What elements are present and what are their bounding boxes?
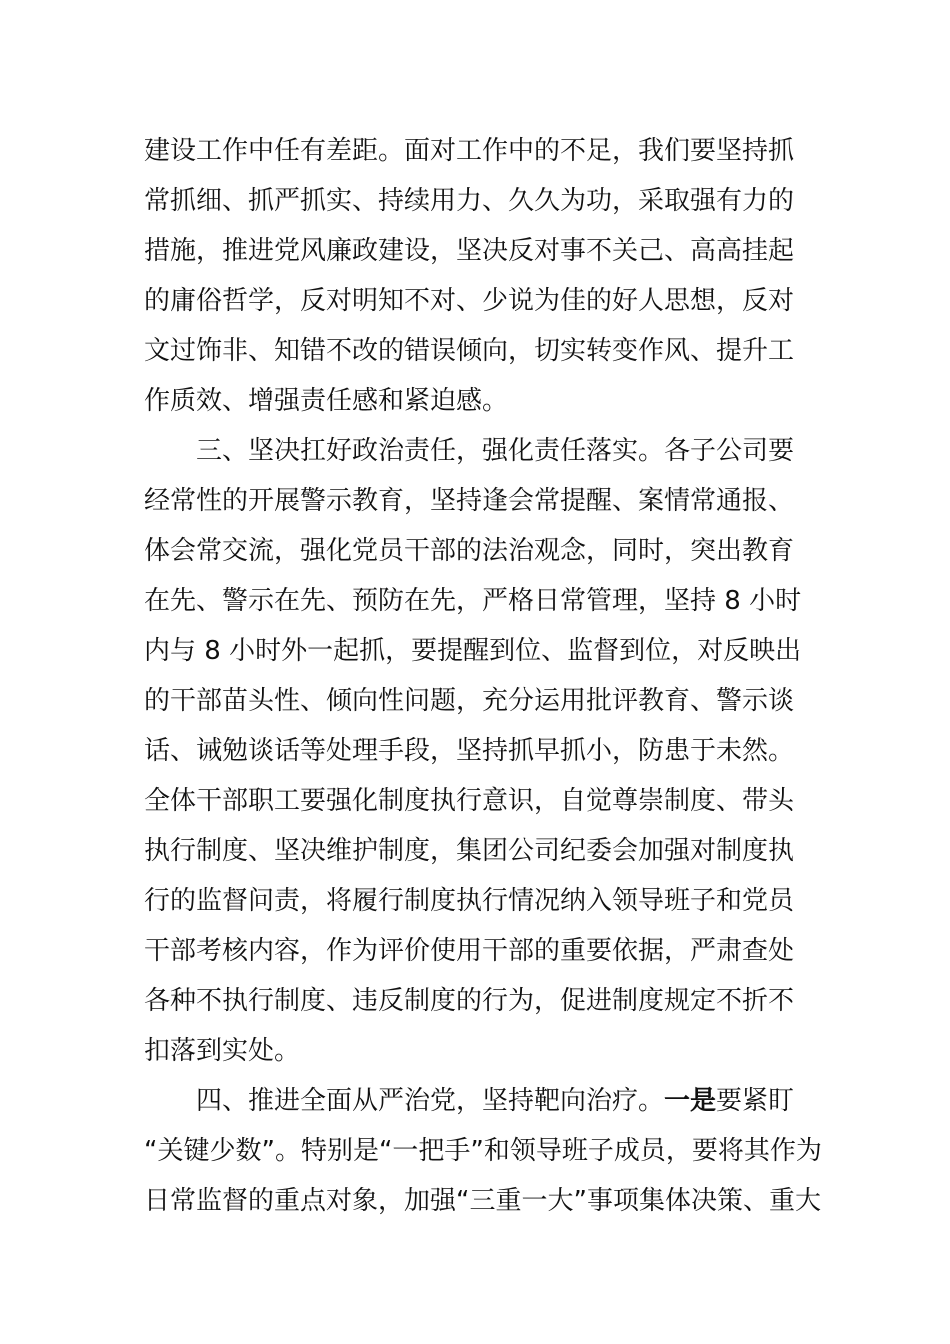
text-line: 体会常交流，强化党员干部的法治观念，同时，突出教育 [144, 536, 795, 566]
text-line: 作质效、增强责任感和紧迫感。 [144, 386, 509, 416]
text-line: 建设工作中任有差距。面对工作中的不足，我们要坚持抓 [144, 136, 795, 166]
text-line: 经常性的开展警示教育，坚持逢会常提醒、案情常通报、 [144, 486, 795, 516]
text-line: 措施，推进党风廉政建设，坚决反对事不关己、高高挂起 [144, 236, 795, 266]
text-line: 日常监督的重点对象，加强“三重一大”事项集体决策、重大 [144, 1186, 821, 1216]
text-line: 行的监督问责，将履行制度执行情况纳入领导班子和党员 [144, 886, 795, 916]
text-line: 执行制度、坚决维护制度，集团公司纪委会加强对制度执 [144, 836, 795, 866]
text-line: 的庸俗哲学，反对明知不对、少说为佳的好人思想，反对 [144, 286, 795, 316]
document-body [144, 126, 824, 1226]
text-line: 全体干部职工要强化制度执行意识，自觉尊崇制度、带头 [144, 786, 795, 816]
section-four-heading: 四、推进全面从严治党，坚持靶向治疗。 [196, 1086, 665, 1116]
text-line: 文过饰非、知错不改的错误倾向，切实转变作风、提升工 [144, 336, 795, 366]
text-line: “关键少数”。特别是“一把手”和领导班子成员，要将其作为 [144, 1136, 822, 1166]
bold-emphasis: 一是 [664, 1086, 717, 1116]
text-run: 要紧盯 [716, 1086, 795, 1116]
text-line: 话、诫勉谈话等处理手段，坚持抓早抓小，防患于未然。 [144, 736, 795, 766]
text-line: 扣落到实处。 [144, 1036, 301, 1066]
text-line: 常抓细、抓严抓实、持续用力、久久为功，采取强有力的 [144, 186, 795, 216]
section-three-heading-line: 三、坚决扛好政治责任，强化责任落实。各子公司要 [196, 436, 795, 466]
section-four-heading-line [144, 1076, 824, 1126]
text-line: 各种不执行制度、违反制度的行为，促进制度规定不折不 [144, 986, 795, 1016]
text-line: 干部考核内容，作为评价使用干部的重要依据，严肃查处 [144, 936, 795, 966]
text-line: 在先、警示在先、预防在先，严格日常管理，坚持 8 小时 [144, 586, 802, 616]
text-line: 内与 8 小时外一起抓，要提醒到位、监督到位，对反映出 [144, 636, 802, 666]
text-line: 的干部苗头性、倾向性问题，充分运用批评教育、警示谈 [144, 686, 795, 716]
